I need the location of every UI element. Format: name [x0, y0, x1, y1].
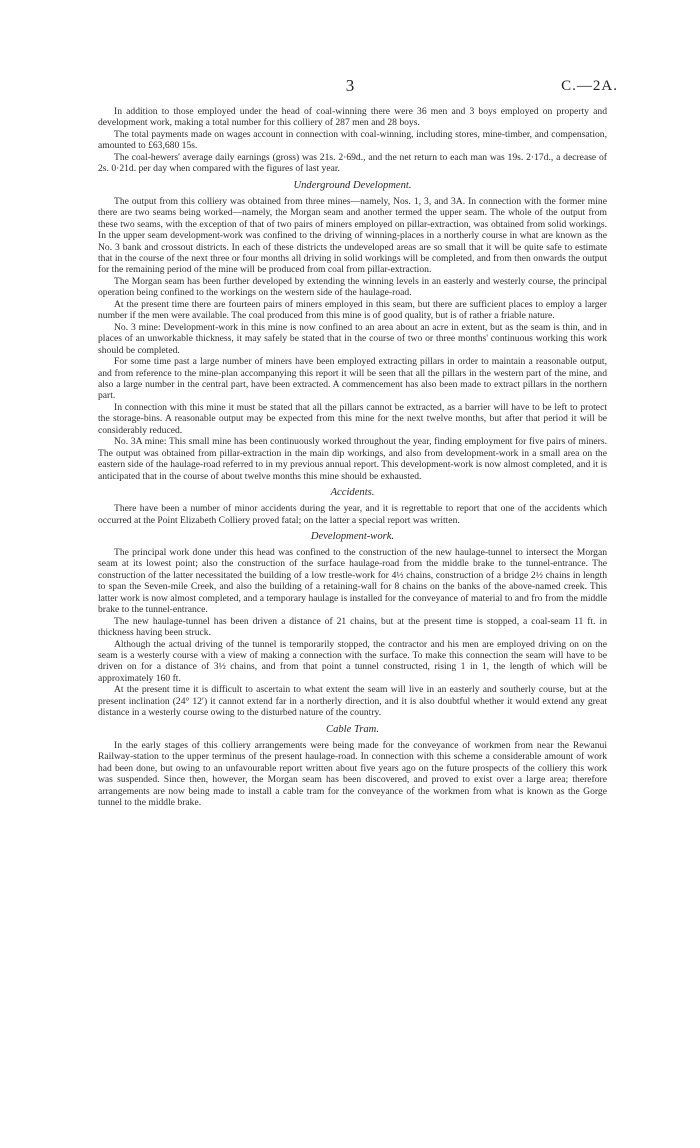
paragraph: Although the actual driving of the tunnel is temporarily stopped, the contractor and his men are employed driving on on the seam is a westerly course with a view of making a connection with the surface. To make this connection the seam will have to be driven on for a distance of 3½ chains, and from that point a tunnel constructed, rising 1 in 1, the length of which will be approximately 160 ft.: [98, 638, 607, 684]
section-heading: Development-work.: [310, 530, 395, 542]
paragraph: In the early stages of this colliery arrangements were being made for the conveyance of workmen from near the Rewanui Railway-station to the upper terminus of the present haulage-road. In connection with this scheme a considerable amount of work had been done, but owing to an unfavourable report written about five years ago on the future prospects of the colliery this work was suspended. Since then, however, the Morgan seam has been discovered, and proved to exist over a large area; therefore arrangements are now being made to install a cable tram for the conveyance of the workmen from what is known as the Gorge tunnel to the middle brake.: [98, 739, 607, 809]
paragraph: The total payments made on wages account in connection with coal-winning, including stores, mine-timber, and compensation, amounted to £63,680 15s.: [98, 128, 607, 152]
paragraph: There have been a number of minor accidents during the year, and it is regrettable to report that one of the accidents which occurred at the Point Elizabeth Colliery proved fatal; on the latter a special report was written.: [98, 503, 607, 526]
paragraph: No. 3 mine: Development-work in this mine is now confined to an area about an acre in extent, but as the seam is thin, and in places of an unworkable thickness, it may safely be stated that in the course of two or three months' continuous working this work should be completed.: [98, 321, 607, 356]
paragraph: No. 3A mine: This small mine has been continuously worked throughout the year, finding employment for five pairs of miners. The output was obtained from pillar-extraction in the main dip workings, and also from development-work in a small area on the eastern side of the haulage-road referred to in my previous annual report. This development-work is now almost completed, and it is anticipated that in the course of about twelve months this mine should be exhausted.: [98, 436, 607, 482]
page-number: 3: [345, 76, 355, 95]
paragraph: At the present time it is difficult to ascertain to what extent the seam will live in an easterly and southerly course, but at the present inclination (24° 12′) it cannot extend far in a northerly direction, and it is also doubtful whether it would extend any great distance in a westerly course owing to the disturbed nature of the country.: [98, 684, 607, 719]
section-heading: Cable Tram.: [326, 723, 379, 735]
document-body: [98, 106, 607, 808]
paragraph: In addition to those employed under the head of coal-winning there were 36 men and 3 boys employed on property and development work, making a total number for this colliery of 287 men and 28 boys.: [98, 106, 607, 129]
section-heading: Accidents.: [330, 487, 375, 499]
paragraph: For some time past a large number of miners have been employed extracting pillars in order to maintain a reasonable output, and from reference to the mine-plan accompanying this report it will be seen that all the pillars in the western part of the mine, and also a large number in the central part, have been extracted. A commencement has also been made to extract pillars in the northern part.: [98, 356, 607, 402]
paragraph: The coal-hewers' average daily earnings (gross) was 21s. 2·69d., and the net return to each man was 19s. 2·17d., a decrease of 2s. 0·21d. per day when compared with the figures of last year.: [98, 151, 607, 175]
section-heading: Underground Development.: [293, 179, 412, 191]
paragraph: In connection with this mine it must be stated that all the pillars cannot be extracted, as a barrier will have to be left to protect the storage-bins. A reasonable output may be expected from this mine for the next twelve months, but after that period it will be considerably reduced.: [98, 401, 607, 436]
paragraph: At the present time there are fourteen pairs of miners employed in this seam, but there are sufficient places to employ a larger number if the men were available. The coal produced from this mine is of good quality, but is of rather a friable nature.: [98, 298, 607, 322]
paragraph: The Morgan seam has been further developed by extending the winning levels in an easterly and westerly course, the principal operation being confined to the workings on the western side of the haulage-road.: [98, 275, 607, 299]
paragraph: The output from this colliery was obtained from three mines—namely, Nos. 1, 3, and 3A. In connection with the former mine there are two seams being worked—namely, the Morgan seam and another termed the upper seam. The whole of the output from these two seams, with the exception of that of two pairs of miners employed on pillar-extraction, was obtained from solid workings. In the upper seam development-work was confined to the driving of winning-places in a northerly course in what are known as the No. 3 bank and crossout districts. In each of these districts the undeveloped areas are so small that it will be quite safe to estimate that in the course of the next three or four months all driving in solid workings will be completed, and from then onwards the output for the remaining period of the mine will be produced from coal from pillar-extraction.: [98, 195, 607, 276]
document-reference: C.—2A.: [561, 78, 618, 94]
paragraph: The principal work done under this head was confined to the construction of the new haulage-tunnel to intersect the Morgan seam at its lowest point; also the construction of the surface haulage-road from the middle brake to the tunnel-entrance. The construction of the latter necessitated the building of a low trestle-work for 4½ chains, construction of a bridge 2½ chains in length to span the Seven-mile Creek, and also the building of a retaining-wall for 8 chains on the banks of the above-named creek. This latter work is now almost completed, and a temporary haulage is installed for the conveyance of material to and fro from the middle brake to the tunnel-entrance.: [98, 546, 607, 616]
paragraph: The new haulage-tunnel has been driven a distance of 21 chains, but at the present time is stopped, a coal-seam 11 ft. in thickness having been struck.: [98, 615, 607, 639]
